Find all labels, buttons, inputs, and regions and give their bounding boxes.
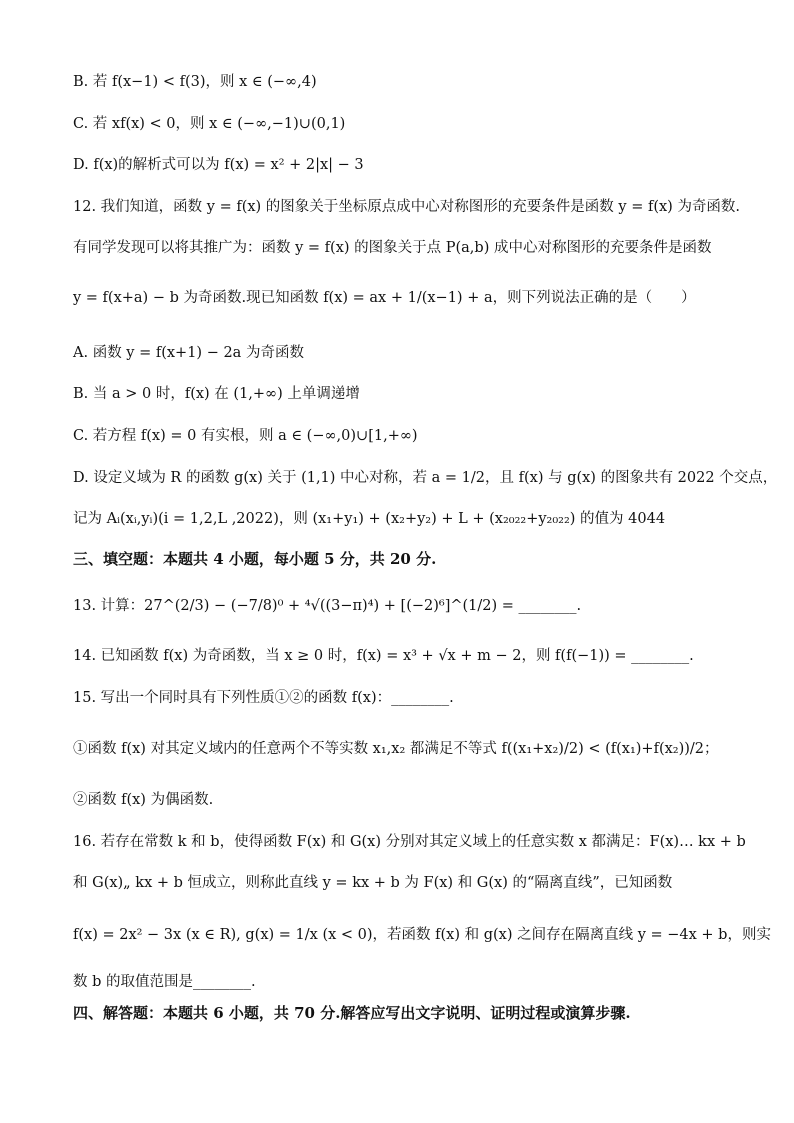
question-12-line-2: 有同学发现可以将其推广为：函数 y = f(x) 的图象关于点 P(a,b) 成中心对称图形的充要条件是函数: [73, 240, 712, 256]
question-16-line-4: 数 b 的取值范围是________.: [73, 974, 256, 990]
option-12c: C. 若方程 f(x) = 0 有实根，则 a ∈ (−∞,0)∪[1,+∞): [73, 428, 418, 444]
question-16-line-2: 和 G(x)„ kx + b 恒成立，则称此直线 y = kx + b 为 F(x) 和 G(x) 的“隔离直线”，已知函数: [73, 875, 673, 891]
question-13: 13. 计算：27^(2/3) − (−7/8)⁰ + ⁴√((3−π)⁴) + [(−2)⁶]^(1/2) = ________.: [73, 598, 582, 614]
question-12-line-1: 12. 我们知道，函数 y = f(x) 的图象关于坐标原点成中心对称图形的充要条件是函数 y = f(x) 为奇函数.: [73, 199, 741, 215]
option-12d-line-1: D. 设定义域为 R 的函数 g(x) 关于 (1,1) 中心对称，若 a = 1/2，且 f(x) 与 g(x) 的图象共有 2022 个交点，: [73, 470, 778, 486]
question-15-property-2: ②函数 f(x) 为偶函数.: [73, 792, 214, 808]
option-11b: B. 若 f(x−1) < f(3)，则 x ∈ (−∞,4): [73, 74, 317, 90]
question-16-line-1: 16. 若存在常数 k 和 b，使得函数 F(x) 和 G(x) 分别对其定义域上的任意实数 x 都满足：F(x)… kx + b: [73, 834, 746, 850]
question-12-line-3: y = f(x+a) − b 为奇函数.现已知函数 f(x) = ax + 1/(x−1) + a，则下列说法正确的是（ ）: [73, 290, 696, 306]
question-15: 15. 写出一个同时具有下列性质①②的函数 f(x)：________.: [73, 690, 454, 706]
option-11c: C. 若 xf(x) < 0，则 x ∈ (−∞,−1)∪(0,1): [73, 116, 346, 132]
option-11d: D. f(x)的解析式可以为 f(x) = x² + 2|x| − 3: [73, 157, 364, 173]
section-4-heading: 四、解答题：本题共 6 小题，共 70 分.解答应写出文字说明、证明过程或演算步骤.: [73, 1004, 631, 1022]
option-12b: B. 当 a > 0 时，f(x) 在 (1,+∞) 上单调递增: [73, 386, 360, 402]
section-3-heading: 三、填空题：本题共 4 小题，每小题 5 分，共 20 分.: [73, 550, 437, 568]
option-12a: A. 函数 y = f(x+1) − 2a 为奇函数: [73, 345, 304, 361]
question-14: 14. 已知函数 f(x) 为奇函数，当 x ≥ 0 时，f(x) = x³ + √x + m − 2，则 f(f(−1)) = ________.: [73, 648, 694, 664]
question-16-line-3: f(x) = 2x² − 3x (x ∈ R), g(x) = 1/x (x < 0)，若函数 f(x) 和 g(x) 之间存在隔离直线 y = −4x + b，则实: [73, 927, 771, 943]
option-12d-line-2: 记为 Aᵢ(xᵢ,yᵢ)(i = 1,2,L ,2022)，则 (x₁+y₁) + (x₂+y₂) + L + (x₂₀₂₂+y₂₀₂₂) 的值为 4044: [73, 511, 666, 527]
question-15-property-1: ①函数 f(x) 对其定义域内的任意两个不等实数 x₁,x₂ 都满足不等式 f((x₁+x₂)/2) < (f(x₁)+f(x₂))/2；: [73, 741, 719, 757]
